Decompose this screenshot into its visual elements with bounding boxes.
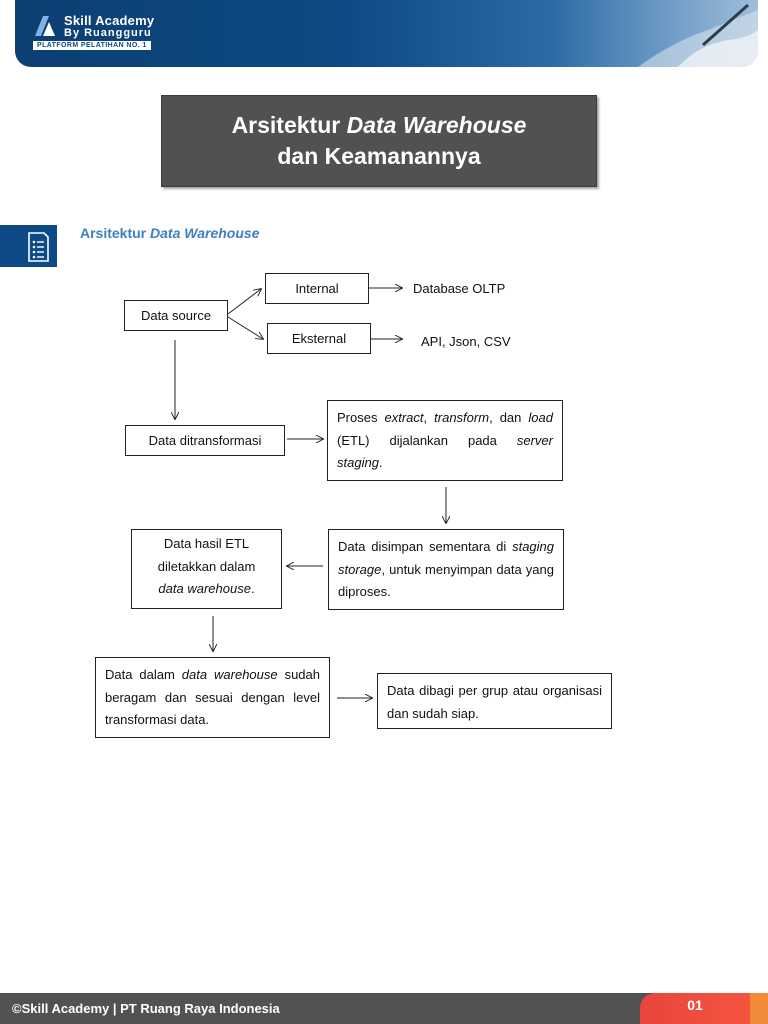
page-number-tab <box>640 993 750 1024</box>
box-data-dalam-dw: Data dalam data warehouse sudah beragam dan sesuai dengan level transformasi data. <box>95 657 330 738</box>
page-number: 01 <box>687 997 703 1013</box>
box-eksternal: Eksternal <box>267 323 371 354</box>
title-line-2: dan Keamanannya <box>277 143 481 169</box>
footer-copyright: ©Skill Academy | PT Ruang Raya Indonesia <box>12 1001 280 1016</box>
box-etl-process: Proses extract, transform, dan load (ETL) dijalankan pada server staging. <box>327 400 563 481</box>
title-line-1: Arsitektur Data Warehouse <box>231 112 527 138</box>
box-data-grup: Data dibagi per grup atau organisasi dan sudah siap. <box>377 673 612 729</box>
box-staging-storage: Data disimpan sementara di staging storage, untuk menyimpan data yang diproses. <box>328 529 564 610</box>
box-hasil-etl: Data hasil ETL diletakkan dalam data warehouse. <box>131 529 282 609</box>
brand-name: Skill Academy <box>64 13 155 28</box>
arrow-source-eksternal <box>228 317 263 339</box>
brand-tagline: PLATFORM PELATIHAN NO. 1 <box>33 41 151 50</box>
label-api-json-csv: API, Json, CSV <box>421 334 511 349</box>
footer-corner-accent <box>750 993 768 1024</box>
label-database-oltp: Database OLTP <box>413 281 506 296</box>
arrow-source-internal <box>228 289 261 314</box>
brand-sub: By Ruangguru <box>64 27 152 39</box>
box-internal: Internal <box>265 273 369 304</box>
box-data-ditransformasi: Data ditransformasi <box>125 425 285 456</box>
section-title: Arsitektur Data Warehouse <box>80 225 260 241</box>
box-data-source: Data source <box>124 300 228 331</box>
